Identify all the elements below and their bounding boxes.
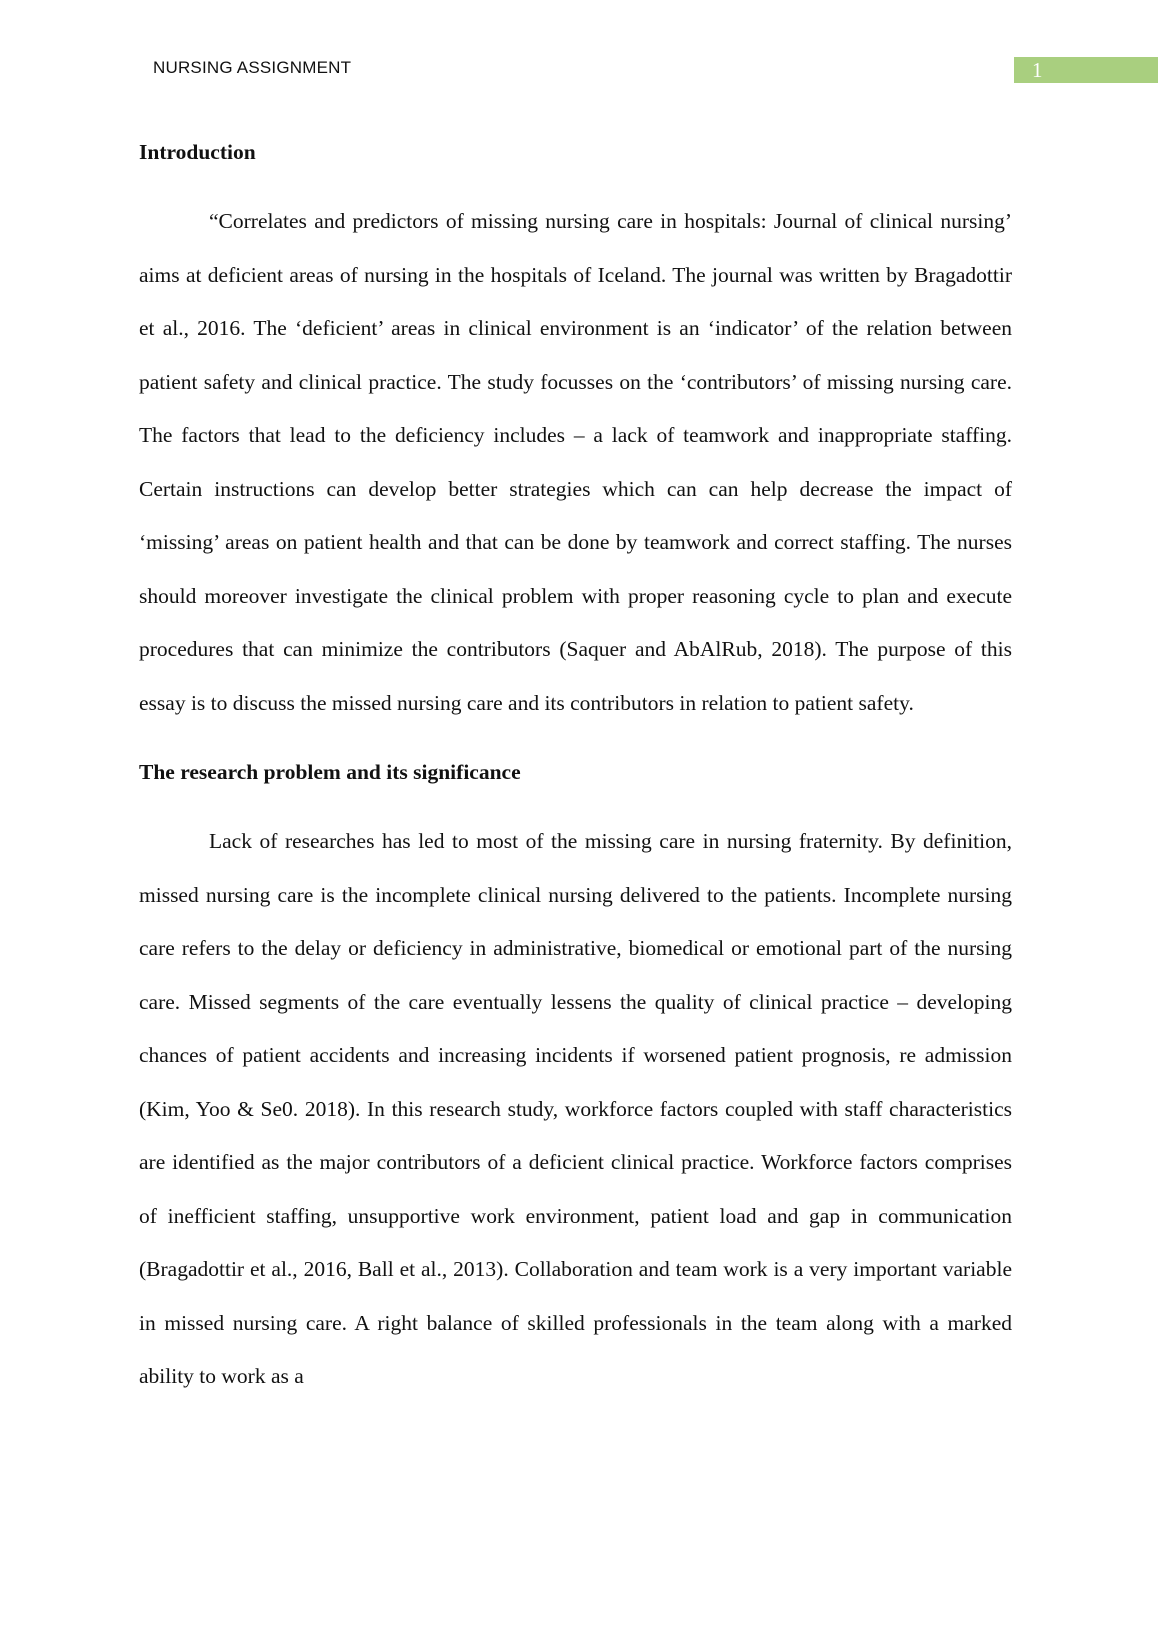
page-number: 1 [1032,58,1043,82]
running-head: NURSING ASSIGNMENT [153,58,352,77]
research-problem-paragraph: Lack of researches has led to most of the missing care in nursing fraternity. By definition, missed nursing care is the incomplete clinical nursing delivered to the patients. Incomplete nursing care refers to the delay or deficiency in administrative, biomedical or emotional part of the nursing care. Missed segments of the care eventually lessens the quality of clinical practice – developing chances of patient accidents and increasing incidents if worsened patient prognosis, re admission (Kim, Yoo & Se0. 2018). In this research study, workforce factors coupled with staff characteristics are identified as the major contributors of a deficient clinical practice. Workforce factors comprises of inefficient staffing, unsupportive work environment, patient load and gap in communication (Bragadottir et al., 2016, Ball et al., 2013). Collaboration and team work is a very important variable in missed nursing care. A right balance of skilled professionals in the team along with a marked ability to work as a [139,829,1012,1388]
section-heading-research-problem: The research problem and its significance [139,760,521,784]
document-body [139,126,1012,1420]
section-heading-introduction: Introduction [139,140,256,164]
introduction-paragraph: “Correlates and predictors of missing nursing care in hospitals: Journal of clinical nursing’ aims at deficient areas of nursing in the hospitals of Iceland. The journal was written by Bragadottir et al., 2016. The ‘deficient’ areas in clinical environment is an ‘indicator’ of the relation between patient safety and clinical practice. The study focusses on the ‘contributors’ of missing nursing care. The factors that lead to the deficiency includes – a lack of teamwork and inappropriate staffing. Certain instructions can develop better strategies which can can help decrease the impact of ‘missing’ areas on patient health and that can be done by teamwork and correct staffing. The nurses should moreover investigate the clinical problem with proper reasoning cycle to plan and execute procedures that can minimize the contributors (Saquer and AbAlRub, 2018). The purpose of this essay is to discuss the missed nursing care and its contributors in relation to patient safety. [139,209,1012,715]
page-number-box [1014,57,1158,83]
